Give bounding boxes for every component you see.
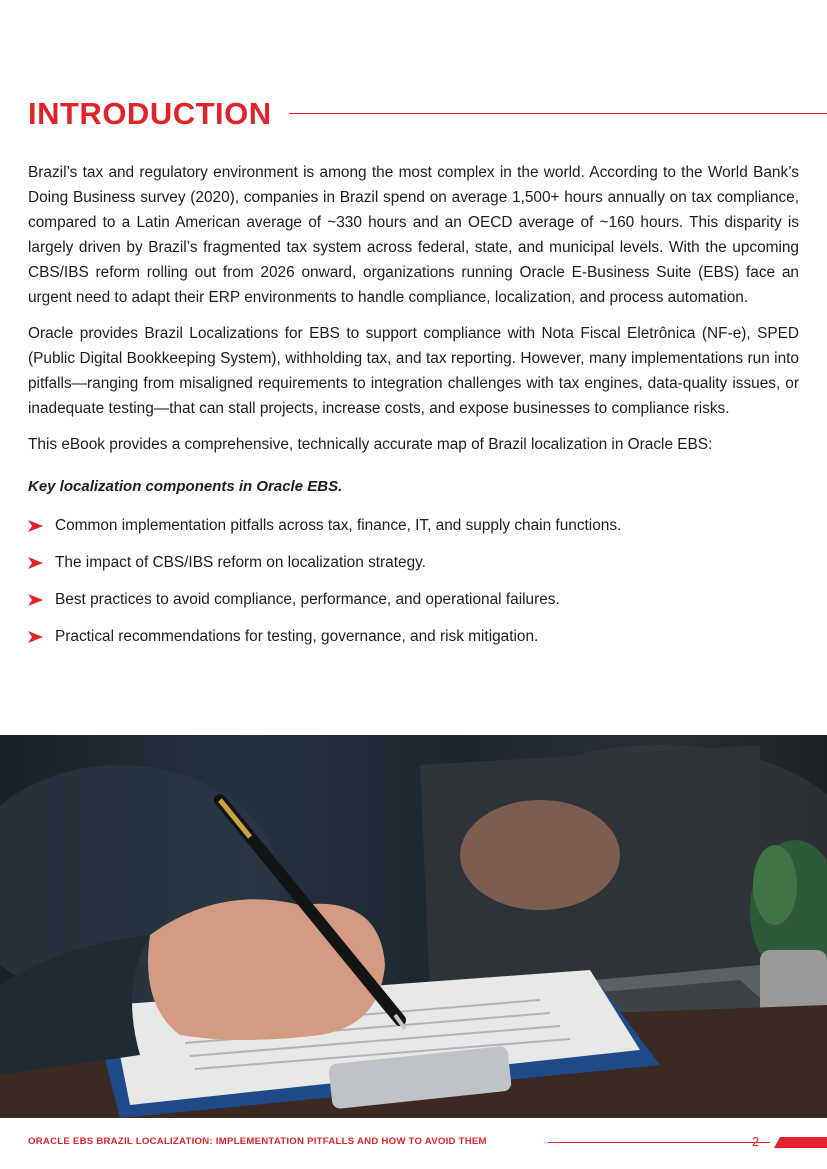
intro-paragraph-3: This eBook provides a comprehensive, technically accurate map of Brazil localization in Oracle EBS: (28, 436, 713, 453)
list-item (28, 550, 799, 575)
photo (0, 735, 827, 1118)
photo-illustration (0, 735, 827, 1118)
heading-row (28, 94, 827, 134)
arrow-bullet-icon (28, 594, 43, 606)
arrow-bullet-icon (28, 557, 43, 569)
topic-list (28, 513, 799, 649)
arrow-bullet-icon (28, 520, 43, 532)
list-item (28, 587, 799, 612)
intro-paragraph-1: Brazil’s tax and regulatory environment is among the most complex in the world. According to the World Bank’s Doing Business survey (2020), companies in Brazil spend on average 1,500+ hours annually on tax compliance, compared to a Latin American average of ~330 hours and an OECD average of ~160 hours. This disparity is largely driven by Brazil’s fragmented tax system across federal, state, and municipal levels. With the upcoming CBS/IBS reform rolling out from 2026 onward, organizations running Oracle E-Business Suite (EBS) face an urgent need to adapt their ERP environments to handle compliance, localization, and process automation. (28, 164, 799, 306)
list-item-text: The impact of CBS/IBS reform on localization strategy. (55, 554, 426, 571)
page-heading: INTRODUCTION (28, 96, 272, 131)
footer-divider (548, 1142, 770, 1143)
arrow-bullet-icon (28, 631, 43, 643)
list-item (28, 624, 799, 649)
list-item-text: Common implementation pitfalls across tax, finance, IT, and supply chain functions. (55, 517, 622, 534)
footer-accent-tab (774, 1137, 827, 1148)
list-item (28, 513, 799, 538)
intro-paragraph-2: Oracle provides Brazil Localizations for EBS to support compliance with Nota Fiscal Eletrônica (NF-e), SPED (Public Digital Bookkeeping System), withholding tax, and tax reporting. However, many implementations run into pitfalls—ranging from misaligned requirements to integration challenges with tax engines, data-quality issues, or inadequate testing—that can stall projects, increase costs, and expose businesses to compliance risks. (28, 325, 799, 417)
list-item-text: Practical recommendations for testing, governance, and risk mitigation. (55, 628, 539, 645)
page-number: 2 (752, 1134, 760, 1149)
heading-divider (289, 113, 827, 114)
components-subheading: Key localization components in Oracle EBS. (28, 478, 343, 495)
footer-title: ORACLE EBS BRAZIL LOCALIZATION: IMPLEMENTATION PITFALLS AND HOW TO AVOID THEM (28, 1136, 487, 1147)
list-item-text: Best practices to avoid compliance, performance, and operational failures. (55, 591, 560, 608)
page-footer (28, 1130, 827, 1154)
body-content (28, 160, 799, 661)
